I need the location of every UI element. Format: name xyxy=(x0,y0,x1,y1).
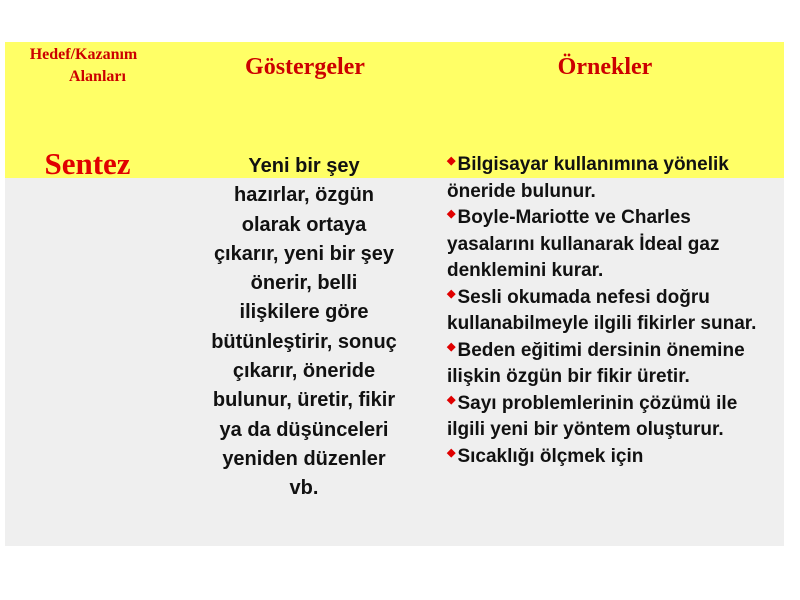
example-item xyxy=(447,391,777,444)
category-label: Sentez xyxy=(44,146,131,181)
indicators-text: Yeni bir şey hazırlar, özgün olarak ortaya çıkarır, yeni bir şey önerir, belli ilişkilere göre bütünleştirir, sonuç çıkarır, öneride bulunur, üretir, fikir ya da düşünceleri yeniden düzenler vb. xyxy=(211,155,397,500)
examples-list xyxy=(447,152,777,470)
red-diamond-bullet-icon: ◆ xyxy=(447,393,456,406)
example-text: Sayı problemlerinin çözümü ile ilgili yeni bir yöntem oluşturur. xyxy=(447,392,738,440)
example-item xyxy=(447,152,777,205)
example-item xyxy=(447,444,777,471)
red-diamond-bullet-icon: ◆ xyxy=(447,208,456,220)
example-text: Beden eğitimi dersinin önemine ilişkin özgün bir fikir üretir. xyxy=(447,339,745,387)
example-item xyxy=(447,285,777,338)
example-text: Bilgisayar kullanımına yönelik öneride bulunur. xyxy=(447,154,729,202)
header-examples: Örnekler xyxy=(557,54,653,80)
red-diamond-bullet-icon: ◆ xyxy=(447,155,456,167)
example-text: Sıcaklığı ölçmek için xyxy=(457,445,644,467)
example-text: Boyle-Mariotte ve Charles yasalarını kullanarak İdeal gaz denklemini kurar. xyxy=(447,207,720,281)
red-diamond-bullet-icon: ◆ xyxy=(447,340,456,353)
red-diamond-bullet-icon: ◆ xyxy=(447,287,456,300)
red-diamond-bullet-icon: ◆ xyxy=(447,446,456,459)
header-indicators: Göstergeler xyxy=(245,54,365,80)
example-item xyxy=(447,205,777,285)
example-text: Sesli okumada nefesi doğru kullanabilmeyle ilgili fikirler sunar. xyxy=(447,286,757,334)
example-item xyxy=(447,338,777,391)
header-goal-areas-line1: Hedef/Kazanım xyxy=(29,46,138,63)
header-goal-areas xyxy=(0,44,195,88)
header-goal-areas-line2: Alanları xyxy=(69,68,126,85)
